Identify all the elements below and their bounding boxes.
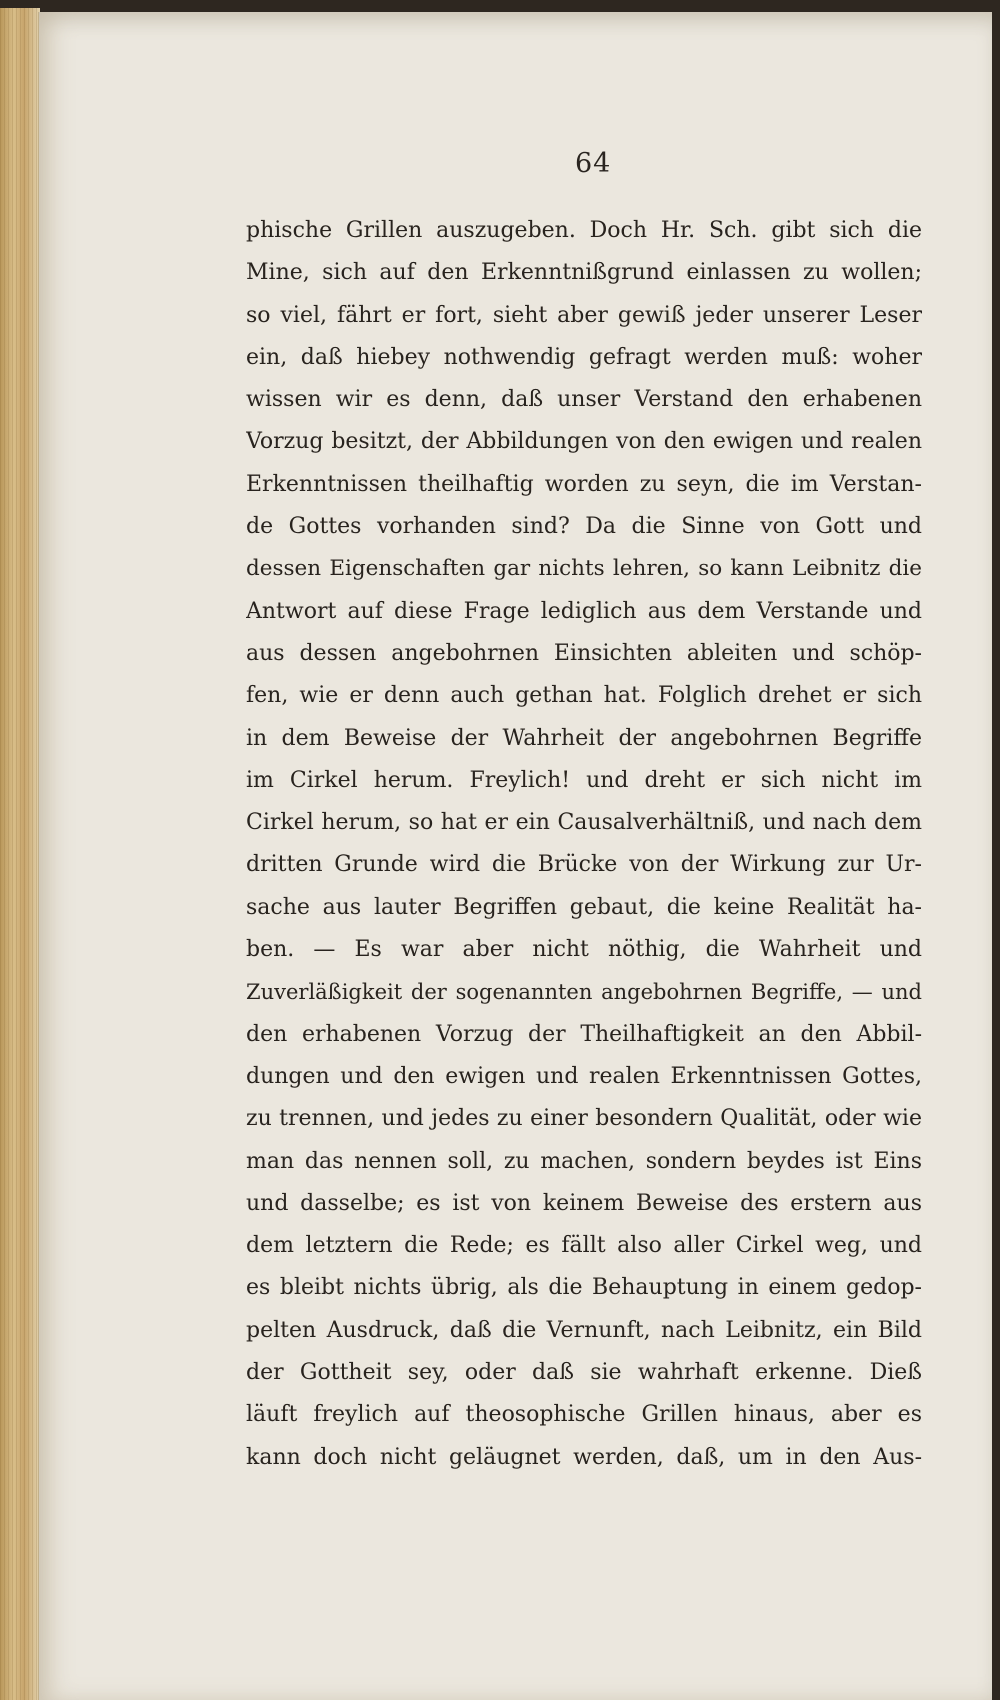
- book-page-edges: [0, 8, 40, 1700]
- text-line: dungen und den ewigen und realen Erkenntnissen Gottes,: [246, 1063, 922, 1089]
- text-line: Zuverläßigkeit der sogenannten angebohrnen Begriffe, — und: [246, 980, 922, 1005]
- text-line: es bleibt nichts übrig, als die Behauptung in einem gedop-: [246, 1275, 922, 1301]
- text-line: man das nennen soll, zu machen, sondern beydes ist Eins: [246, 1148, 922, 1174]
- text-line: und dasselbe; es ist von keinem Beweise des erstern aus: [246, 1190, 922, 1216]
- text-line: Erkenntnissen theilhaftig worden zu seyn, die im Verstan-: [246, 471, 922, 497]
- scan-right-border: [992, 0, 1000, 1700]
- text-line: phische Grillen auszugeben. Doch Hr. Sch. gibt sich die: [246, 218, 922, 243]
- text-line: Antwort auf diese Frage lediglich aus dem Verstande und: [246, 598, 922, 624]
- text-line: dritten Grunde wird die Brücke von der Wirkung zur Ur-: [246, 852, 922, 878]
- text-line: wissen wir es denn, daß unser Verstand den erhabenen: [246, 387, 922, 413]
- text-line: fen, wie er denn auch gethan hat. Folglich drehet er sich: [246, 683, 922, 709]
- page-number: 64: [575, 148, 612, 179]
- text-line: pelten Ausdruck, daß die Vernunft, nach Leibnitz, ein Bild: [246, 1317, 922, 1343]
- text-line: dem letztern die Rede; es fällt also aller Cirkel weg, und: [246, 1233, 922, 1259]
- text-line: ben. — Es war aber nicht nöthig, die Wahrheit und: [246, 937, 922, 963]
- text-line: sache aus lauter Begriffen gebaut, die keine Realität ha-: [246, 894, 922, 920]
- text-line: den erhabenen Vorzug der Theilhaftigkeit an den Abbil-: [246, 1021, 922, 1047]
- text-line: läuft freylich auf theosophische Grillen hinaus, aber es: [246, 1402, 922, 1428]
- text-line: der Gottheit sey, oder daß sie wahrhaft erkenne. Dieß: [246, 1360, 922, 1386]
- text-line: dessen Eigenschaften gar nichts lehren, so kann Leibnitz die: [246, 556, 922, 582]
- text-line: de Gottes vorhanden sind? Da die Sinne von Gott und: [246, 514, 922, 540]
- text-line: im Cirkel herum. Freylich! und dreht er sich nicht im: [246, 767, 922, 793]
- text-line: so viel, fährt er fort, sieht aber gewiß jeder unserer Leser: [246, 302, 922, 328]
- text-line: ein, daß hiebey nothwendig gefragt werden muß: woher: [246, 344, 922, 370]
- text-line: kann doch nicht geläugnet werden, daß, um in den Aus-: [246, 1444, 922, 1470]
- text-line: zu trennen, und jedes zu einer besondern Qualität, oder wie: [246, 1106, 922, 1132]
- text-line: Vorzug besitzt, der Abbildungen von den ewigen und realen: [246, 429, 922, 455]
- text-line: in dem Beweise der Wahrheit der angebohrnen Begriffe: [246, 725, 922, 751]
- text-line: aus dessen angebohrnen Einsichten ableiten und schöp-: [246, 640, 922, 666]
- text-line: Mine, sich auf den Erkenntnißgrund einlassen zu wollen;: [246, 260, 922, 286]
- body-text: [246, 210, 922, 1479]
- text-line: Cirkel herum, so hat er ein Causalverhältniß, und nach dem: [246, 810, 922, 836]
